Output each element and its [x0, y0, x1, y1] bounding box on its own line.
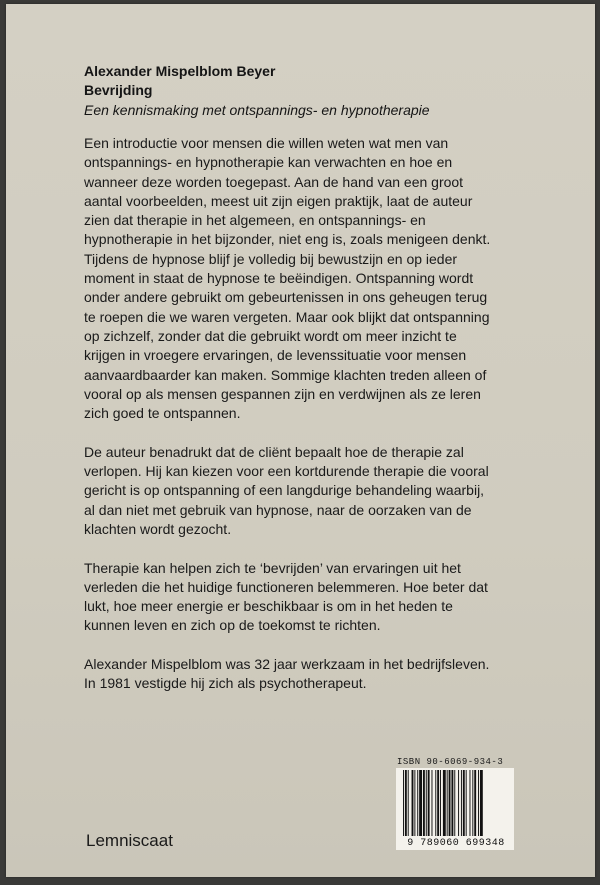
isbn-label: ISBN 90-6069-934-3: [397, 757, 504, 767]
barcode-icon: [402, 770, 508, 840]
blurb: [84, 134, 494, 713]
publisher-name: Lemniscaat: [86, 831, 173, 850]
blurb-paragraph-3: Therapie kan helpen zich te ‘bevrijden’ van ervaringen uit het verleden die het huidige functioneren belemmeren. Hoe beter dat lukt, hoe meer energie er beschikbaar is om in het heden te kunnen leven en zich op de toekomst te richten.: [84, 559, 488, 634]
blurb-paragraph-2: De auteur benadrukt dat de cliënt bepaalt hoe de therapie zal verlopen. Hij kan kiezen voor een kortdurende therapie die vooral gericht is op ontspanning of een langdurige behandeling waarbij, al dan niet met gebruik van hypnose, naar de oorzaken van de klachten wordt gezocht.: [84, 443, 489, 537]
book-header: [84, 62, 430, 121]
author-name: Alexander Mispelblom Beyer: [84, 63, 276, 79]
author-bio: Alexander Mispelblom was 32 jaar werkzaam in het bedrijfsleven. In 1981 vestigde hij zich als psychotherapeut.: [84, 656, 490, 692]
book-subtitle: Een kennismaking met ontspannings- en hypnotherapie: [84, 102, 430, 118]
barcode-number: 9 789060 699348: [407, 838, 505, 849]
book-title: Bevrijding: [84, 82, 153, 98]
blurb-paragraph-1: Een introductie voor mensen die willen weten wat men van ontspannings- en hypnotherapie kan verwachten en hoe en wanneer deze worden toegepast. Aan de hand van een groot aantal voorbeelden, meest uit zijn eigen praktijk, laat de auteur zien dat therapie in het algemeen, en ontspannings- en hypnotherapie in het bijzonder, niet eng is, zoals menigeen denkt. Tijdens de hypnose blijf je volledig bij bewustzijn en op ieder moment in staat de hypnose te beëindigen. Ontspanning wordt onder andere gebruikt om gebeurtenissen in ons geheugen terug te roepen die we waren vergeten. Maar ook blijkt dat ontspanning op zichzelf, zonder dat die gebruikt wordt om meer inzicht te krijgen in vroegere ervaringen, de levenssituatie voor mensen aanvaardbaarder kan maken. Sommige klachten treden alleen of vooral op als mensen gespannen zijn en verdwijnen als ze leren zich goed te ontspannen.: [84, 135, 491, 422]
